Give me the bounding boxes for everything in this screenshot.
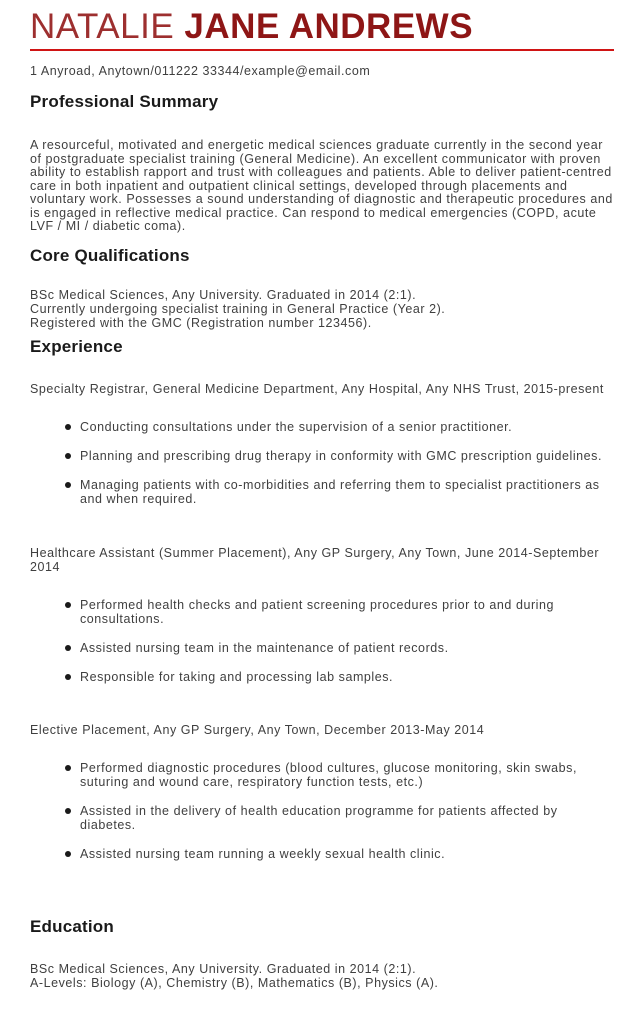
bullet-dot-icon xyxy=(65,453,71,459)
bullet-item xyxy=(30,641,614,655)
bullet-dot-icon xyxy=(65,602,71,608)
qualification-line: Registered with the GMC (Registration number 123456). xyxy=(30,315,372,330)
job-bullet-list xyxy=(30,761,614,861)
bullet-dot-icon xyxy=(65,808,71,814)
section-title-professional-summary: Professional Summary xyxy=(30,92,219,111)
bullet-item xyxy=(30,847,614,861)
qualification-line: BSc Medical Sciences, Any University. Graduated in 2014 (2:1). xyxy=(30,287,417,302)
bullet-text: Performed health checks and patient screening procedures prior to and during consultations. xyxy=(80,597,555,626)
name-heading xyxy=(30,6,614,51)
bullet-dot-icon xyxy=(65,851,71,857)
bullet-item xyxy=(30,478,614,506)
bullet-text: Managing patients with co-morbidities and referring them to specialist practitioners as and when required. xyxy=(80,477,600,506)
section-title-experience: Experience xyxy=(30,336,123,356)
section-title-core-qualifications: Core Qualifications xyxy=(30,245,190,265)
bullet-text: Planning and prescribing drug therapy in conformity with GMC prescription guidelines. xyxy=(80,448,602,463)
bullet-text: Conducting consultations under the supervision of a senior practitioner. xyxy=(80,419,513,434)
education-line: A-Levels: Biology (A), Chemistry (B), Mathematics (B), Physics (A). xyxy=(30,975,439,990)
section-title-education: Education xyxy=(30,916,114,936)
qualifications-list xyxy=(30,288,614,330)
bullet-dot-icon xyxy=(65,765,71,771)
bullet-item xyxy=(30,804,614,832)
bullet-text: Responsible for taking and processing lab samples. xyxy=(80,669,394,684)
job-heading: Elective Placement, Any GP Surgery, Any Town, December 2013-May 2014 xyxy=(30,722,485,737)
bullet-text: Assisted nursing team in the maintenance of patient records. xyxy=(80,640,449,655)
bullet-text: Performed diagnostic procedures (blood cultures, glucose monitoring, skin swabs, suturing and wound care, respiratory function tests, etc.) xyxy=(80,760,578,789)
job-bullet-list xyxy=(30,598,614,684)
bullet-item xyxy=(30,598,614,626)
name-last: JANE ANDREWS xyxy=(184,7,474,46)
bullet-text: Assisted nursing team running a weekly sexual health clinic. xyxy=(80,846,446,861)
bullet-dot-icon xyxy=(65,424,71,430)
bullet-item xyxy=(30,670,614,684)
job-bullet-list xyxy=(30,420,614,506)
summary-paragraph: A resourceful, motivated and energetic medical sciences graduate currently in the second year of postgraduate specialist training (General Medicine). An excellent communicator with proven ability to establish rapport and trust with colleagues and patients. Able to deliver patient-centred care in both inpatient and outpatient clinical settings, developed through placements and voluntary work. Possesses a sound understanding of diagnostic and therapeutic procedures and is engaged in reflective medical practice. Can respond to medical emergencies (COPD, acute LVF / MI / diabetic coma). xyxy=(30,138,613,233)
bullet-item xyxy=(30,420,614,434)
bullet-text: Assisted in the delivery of health education programme for patients affected by diabetes. xyxy=(80,803,558,832)
bullet-dot-icon xyxy=(65,674,71,680)
job-heading: Healthcare Assistant (Summer Placement), Any GP Surgery, Any Town, June 2014-September 2014 xyxy=(30,545,600,574)
name-first: NATALIE xyxy=(30,7,185,46)
education-list xyxy=(30,962,614,990)
job-heading: Specialty Registrar, General Medicine Department, Any Hospital, Any NHS Trust, 2015-present xyxy=(30,381,604,396)
bullet-item xyxy=(30,449,614,463)
contact-line: 1 Anyroad, Anytown/011222 33344/example@email.com xyxy=(30,64,371,78)
bullet-dot-icon xyxy=(65,482,71,488)
bullet-item xyxy=(30,761,614,789)
education-line: BSc Medical Sciences, Any University. Graduated in 2014 (2:1). xyxy=(30,961,417,976)
qualification-line: Currently undergoing specialist training in General Practice (Year 2). xyxy=(30,301,446,316)
bullet-dot-icon xyxy=(65,645,71,651)
